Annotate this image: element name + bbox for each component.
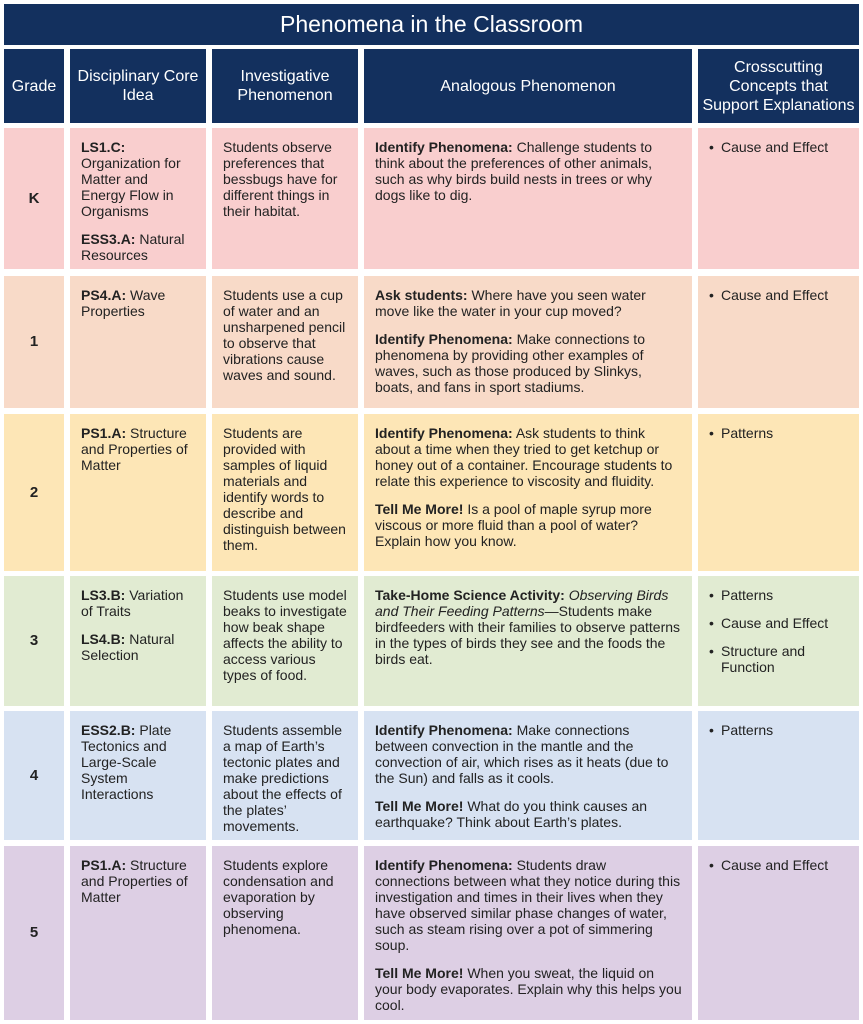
header-investigative-phenomenon: Investigative Phenomenon [212, 49, 358, 123]
analogous-cell [364, 846, 692, 1020]
analogous-text: When you sweat, the liquid on your body evaporates. Explain why this helps you cool. [375, 965, 682, 1013]
grade-cell [4, 711, 64, 840]
header-analogous-phenomenon: Analogous Phenomenon [364, 49, 692, 123]
analogous-text: Make connections between convection in the mantle and the convection of air, which rises as it heats (due to the Sun) and falls as it cools. [375, 722, 669, 786]
dci-entry [81, 231, 196, 263]
dci-text: Structure and Properties of Matter [81, 857, 188, 905]
concept-item: • Cause and Effect [709, 139, 849, 155]
concept-item: • Cause and Effect [709, 857, 849, 873]
dci-text: Variation of Traits [81, 587, 184, 619]
dci-text: Structure and Properties of Matter [81, 425, 188, 473]
grade-label: 5 [29, 924, 39, 941]
crosscutting-cell [698, 711, 859, 840]
grade-cell [4, 276, 64, 408]
grade-cell [4, 576, 64, 706]
concept-list [709, 587, 849, 675]
analogous-text: Students draw connections between what they notice during this investigation and times in their lives when they have observed similar phase changes of water, such as steam rising over a pot of simmering soup. [375, 857, 681, 953]
investigative-text: Students explore condensation and evaporation by observing phenomena. [223, 857, 334, 937]
dci-cell [70, 128, 206, 269]
dci-code: LS4.B: [81, 631, 126, 647]
dci-code: PS4.A: [81, 287, 127, 303]
concept-item: • Patterns [709, 722, 849, 738]
concept-list [709, 857, 849, 873]
concept-list [709, 139, 849, 155]
dci-code: PS1.A: [81, 425, 127, 441]
dci-code: LS1.C: [81, 139, 126, 155]
analogous-paragraph [375, 425, 682, 489]
analogous-text: Ask students to think about a time when they tried to get ketchup or honey out of a container. Encourage students to relate this experience to viscosity and fluidity. [375, 425, 673, 489]
grade-cell [4, 846, 64, 1020]
analogous-paragraph [375, 798, 682, 830]
analogous-text: —Students make birdfeeders with their families to observe patterns in the types of birds they see and the foods the birds eat. [375, 603, 681, 667]
investigative-cell [212, 846, 358, 1020]
analogous-lead: Tell Me More! [375, 798, 464, 814]
analogous-cell [364, 576, 692, 706]
grade-cell [4, 414, 64, 571]
grade-label: 1 [29, 333, 39, 350]
analogous-lead: Identify Phenomena: [375, 331, 513, 347]
crosscutting-cell [698, 128, 859, 269]
investigative-cell [212, 414, 358, 571]
investigative-text: Students are provided with samples of liquid materials and identify words to describe and distinguish between them. [223, 425, 346, 553]
analogous-paragraph [375, 722, 682, 786]
grade-label: K [28, 189, 40, 207]
dci-code: PS1.A: [81, 857, 127, 873]
dci-cell [70, 414, 206, 571]
analogous-lead: Tell Me More! [375, 501, 464, 517]
header-disciplinary-core-idea: Disciplinary Core Idea [70, 49, 206, 123]
grade-label: 2 [29, 483, 39, 501]
analogous-text: What do you think causes an earthquake? Think about Earth’s plates. [375, 798, 648, 830]
dci-text: Natural Resources [81, 231, 185, 263]
concept-item: • Patterns [709, 587, 849, 603]
analogous-cell [364, 128, 692, 269]
crosscutting-cell [698, 846, 859, 1020]
investigative-cell [212, 711, 358, 840]
analogous-text: Is a pool of maple syrup more viscous or more fluid than a pool of water? Explain how you know. [375, 501, 652, 549]
analogous-paragraph [375, 331, 682, 395]
investigative-cell [212, 576, 358, 706]
table-title: Phenomena in the Classroom [4, 4, 859, 45]
concept-list [709, 722, 849, 738]
analogous-text: Make connections to phenomena by providing other examples of waves, such as those produced by Slinkys, boats, and fans in sport stadiums. [375, 331, 645, 395]
analogous-paragraph [375, 139, 682, 203]
dci-cell [70, 846, 206, 1020]
analogous-cell [364, 414, 692, 571]
dci-code: ESS3.A: [81, 231, 136, 247]
analogous-text: Challenge students to think about the preferences of other animals, such as why birds build nests in trees or why dogs like to dig. [375, 139, 653, 203]
analogous-cell [364, 711, 692, 840]
analogous-paragraph [375, 587, 682, 667]
dci-entry [81, 631, 196, 663]
concept-item: • Structure and Function [709, 643, 849, 675]
dci-entry [81, 425, 196, 473]
crosscutting-cell [698, 576, 859, 706]
analogous-lead: Identify Phenomena: [375, 139, 513, 155]
analogous-paragraph [375, 857, 682, 953]
concept-item: • Cause and Effect [709, 287, 849, 303]
analogous-paragraph [375, 501, 682, 549]
header-grade: Grade [4, 49, 64, 123]
dci-entry [81, 857, 196, 905]
dci-text: Wave Properties [81, 287, 166, 319]
investigative-cell [212, 276, 358, 408]
concept-item: • Patterns [709, 425, 849, 441]
analogous-lead: Ask students: [375, 287, 468, 303]
investigative-text: Students use model beaks to investigate how beak shape affects the ability to access various types of food. [223, 587, 347, 683]
dci-code: LS3.B: [81, 587, 126, 603]
investigative-text: Students use a cup of water and an unsharpened pencil to observe that vibrations cause waves and sound. [223, 287, 346, 383]
crosscutting-cell [698, 414, 859, 571]
concept-item: • Cause and Effect [709, 615, 849, 631]
dci-entry [81, 139, 196, 219]
analogous-lead: Take-Home Science Activity: [375, 587, 565, 603]
investigative-text: Students observe preferences that bessbugs have for different things in their habitat. [223, 139, 338, 219]
dci-entry [81, 587, 196, 619]
analogous-paragraph [375, 965, 682, 1013]
dci-cell [70, 711, 206, 840]
concept-list [709, 287, 849, 303]
investigative-text: Students assemble a map of Earth’s tectonic plates and make predictions about the effects of the plates’ movements. [223, 722, 343, 834]
analogous-lead: Identify Phenomena: [375, 425, 513, 441]
dci-entry [81, 722, 196, 802]
analogous-lead: Identify Phenomena: [375, 857, 513, 873]
grade-label: 3 [29, 632, 39, 649]
analogous-activity-title: Observing Birds and Their Feeding Patterns [375, 587, 669, 619]
crosscutting-cell [698, 276, 859, 408]
grade-cell [4, 128, 64, 269]
analogous-cell [364, 276, 692, 408]
dci-code: ESS2.B: [81, 722, 136, 738]
dci-text: Organization for Matter and Energy Flow in Organisms [81, 155, 181, 219]
header-crosscutting-concepts: Crosscutting Concepts that Support Explanations [698, 49, 859, 123]
analogous-paragraph [375, 287, 682, 319]
analogous-lead: Tell Me More! [375, 965, 464, 981]
grade-label: 4 [29, 766, 39, 784]
dci-cell [70, 276, 206, 408]
analogous-text: Where have you seen water move like the water in your cup moved? [375, 287, 646, 319]
dci-cell [70, 576, 206, 706]
analogous-lead: Identify Phenomena: [375, 722, 513, 738]
dci-entry [81, 287, 196, 319]
dci-text: Plate Tectonics and Large-Scale System Interactions [81, 722, 172, 802]
dci-text: Natural Selection [81, 631, 175, 663]
concept-list [709, 425, 849, 441]
investigative-cell [212, 128, 358, 269]
